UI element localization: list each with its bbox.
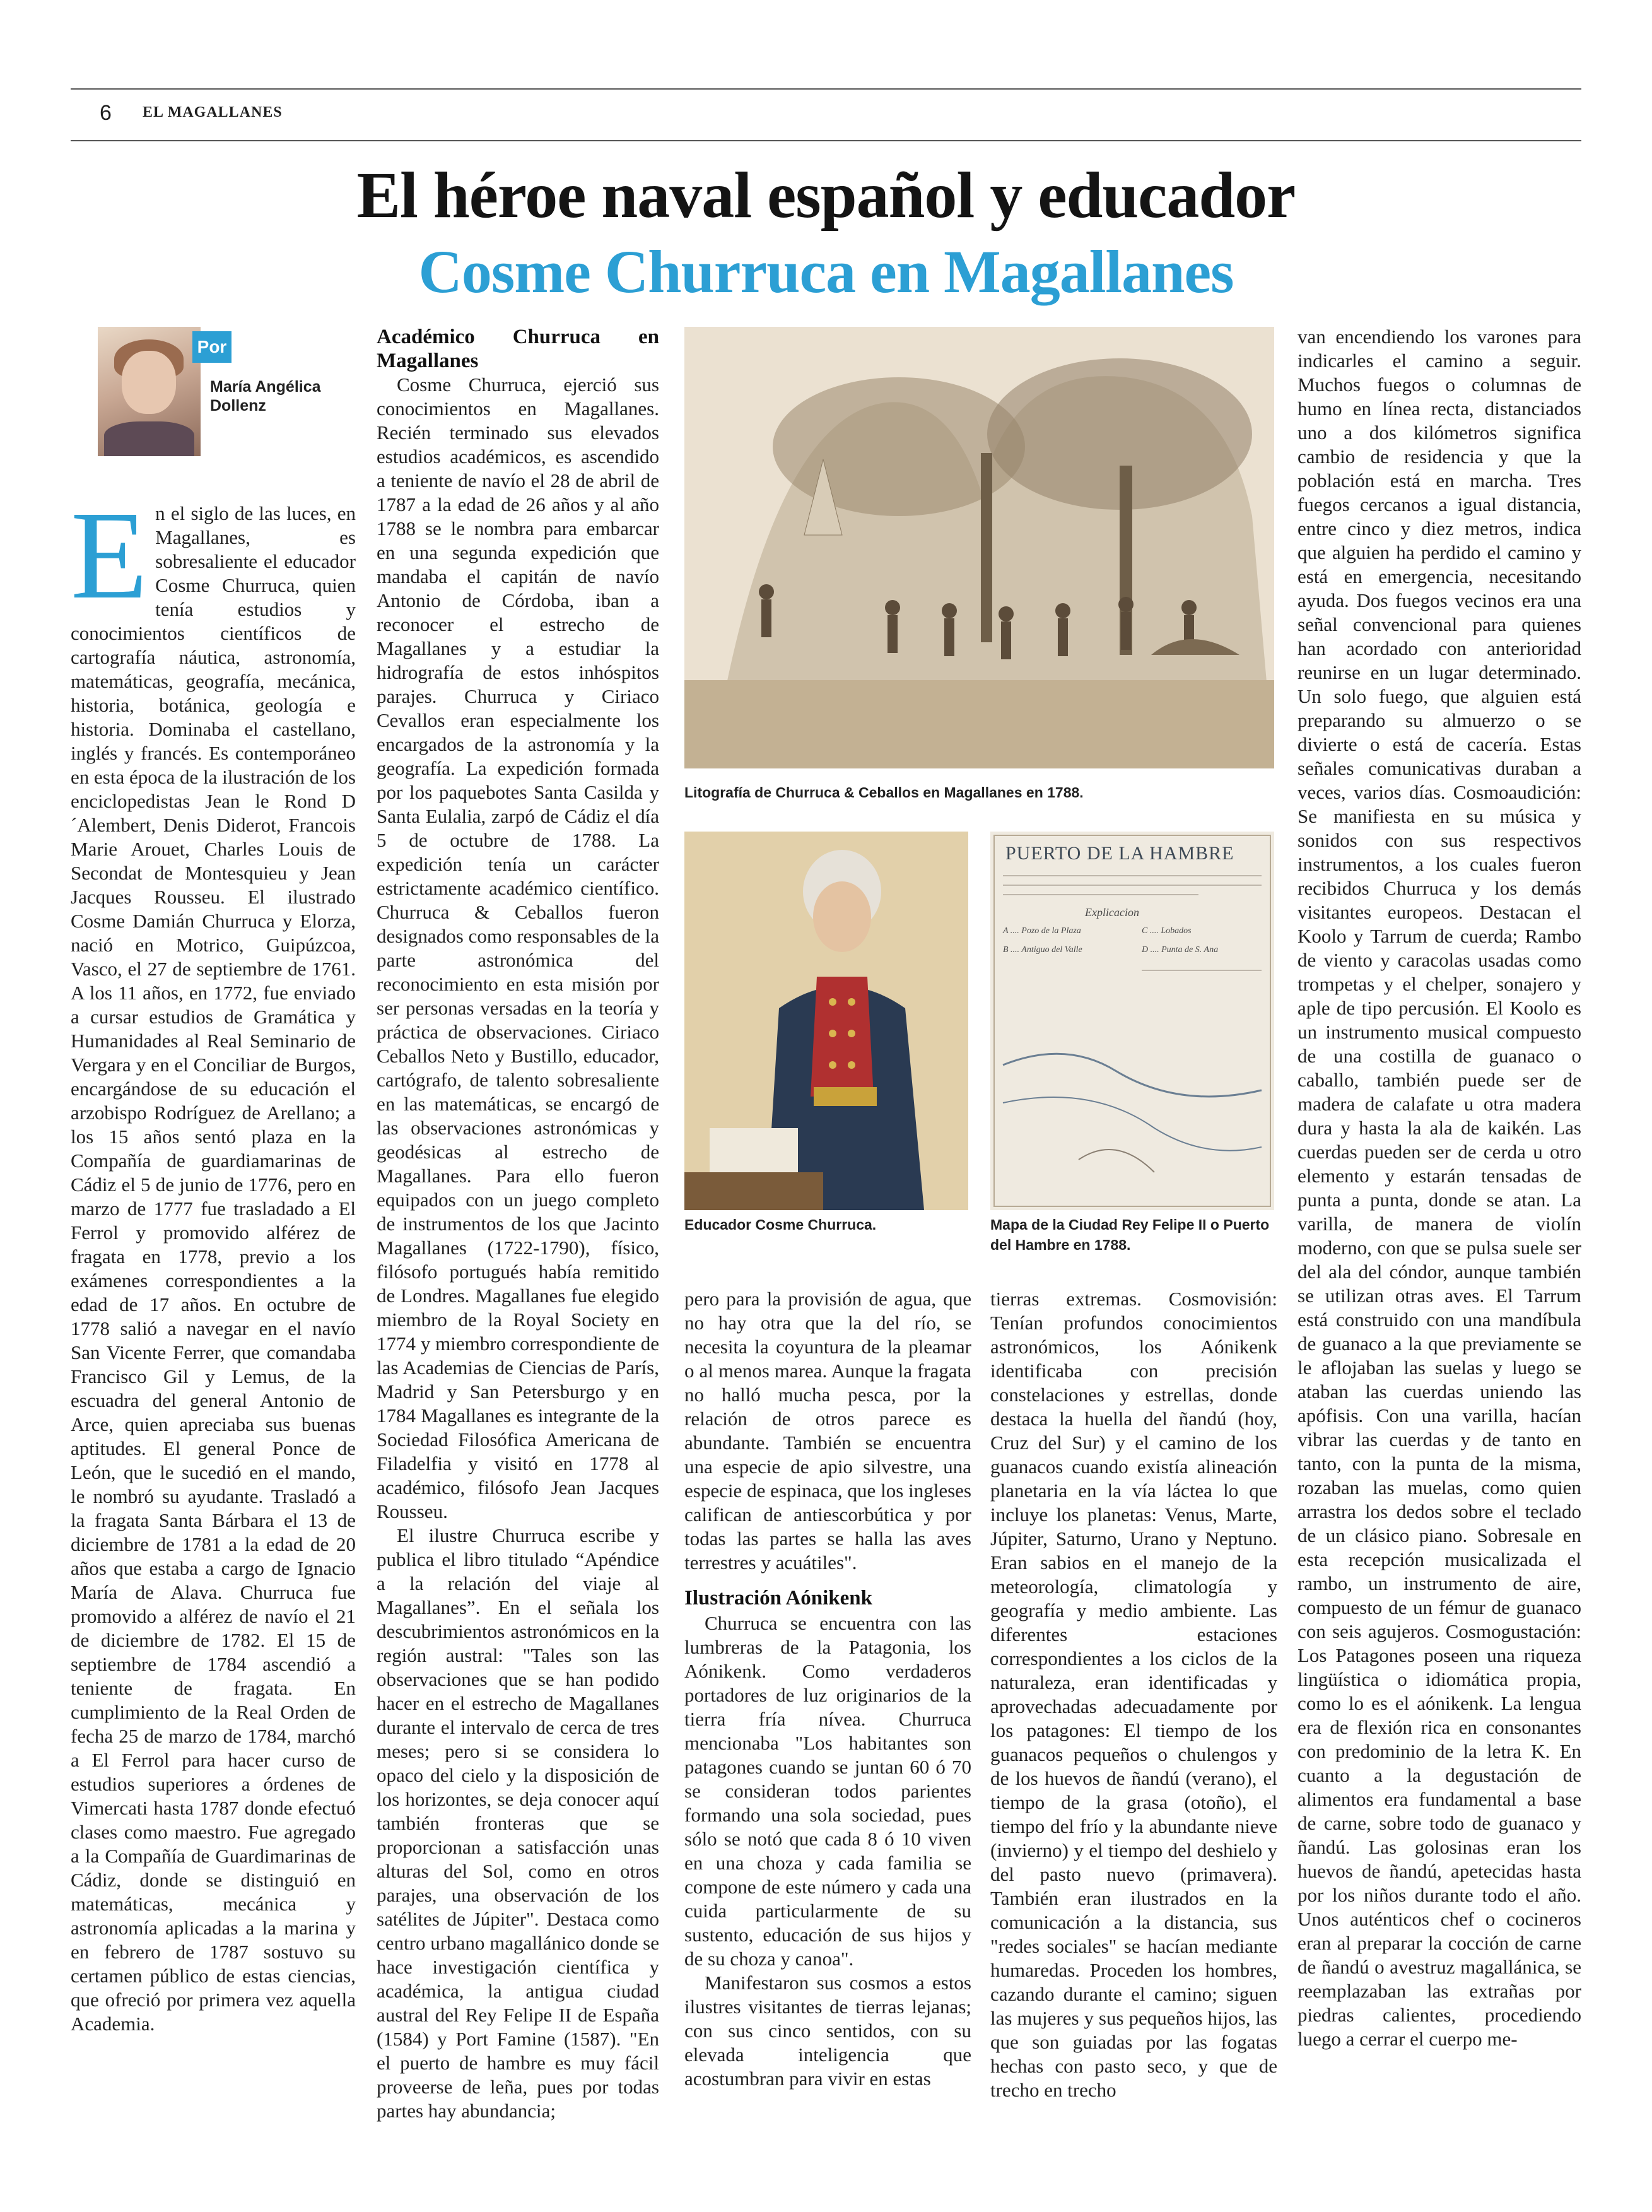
publication-name: EL MAGALLANES bbox=[143, 104, 283, 121]
column-5-text: van encendiendo los varones para indicarles el camino a seguir. Muchos fuegos o columnas de humo en línea recta, distanciados uno a dos kilómetros significa cambio de residencia y que la población está en marcha. Tres fuegos cercanos a igual distancia, entre cinco y diez metros, indica que alguien ha perdido el camino y está en emergencia, necesitando ayuda. Dos fuegos vecinos era una señal convencional para quienes han acordado con anterioridad reunirse en un lugar determinado. Un solo fuego, que alguien está preparando su almuerzo o se divierte o está de cacería. Estas señales comunicativas duraban a veces, varios días. Cosmoaudición: Se manifiesta en su música y sonidos con sus respectivos instrumentos, a los cuales fueron recibidos Churruca y los demás visitantes europeos. Destacan el Koolo y Tarrum de cuerda; Rambo de viento y caracolas usadas como trompetas y el chelper, sonajero y aple de tipo percusión. El Koolo es un instrumento musical compuesto de una costilla de guanaco o caballo, también puede ser de madera de calafate u otra madera dura y hasta la ala de kaikén. Las cuerdas pueden ser de cerda u otro elemento y estarán tensadas de punta a punta, donde se atan. La varilla, de manera de violín moderno, con que se pulsa suele ser del ala del cóndor, aunque también se utilizan otras aves. El Tarrum está construido con una mandíbula de guanaco a la que previamente se le aflojaban las suelas y luego se ataban las cuerdas uniendo las apófisis. Con una varilla, hacían vibrar las cuerdas y de tanto en tanto, con la punta de la misma, rozaban las muelas, como quien arrastra los dedos sobre el teclado de un clásico piano. Sobresale en esta recepción musicalizada el rambo, un instrumento de aire, compuesto de un fémur de guanaco con seis agujeros. Cosmogustación: Los Patagones poseen una riqueza lingüística o idiomática propia, como lo es el aónikenk. La lengua era de flexión rica en consonantes con predominio de la letra K. En cuanto a la degustación de alimentos era fundamental a base de carne, sobre todo de guanaco y ñandú. Las golosinas eran los huevos de ñandú, apetecidas hasta por los niños durante todo el año. Unos auténticos chef o cocineros eran al preparar la cocción de carne de ñandú o avestruz magallánica, se reemplazaban las extrañas por piedras calientes, procediendo luego a cerrar el cuerpo me- bbox=[1298, 326, 1581, 2050]
map-legend-heading: Explicacion bbox=[1085, 906, 1139, 919]
column-3-paragraph-1: pero para la provisión de agua, que no hay otra que la del río, se necesita la coyuntura de la pleamar o al menos marea. Aunque la fragata no halló mucha pesca, por la relación de otros parece es abundante. También se encuentra una especie de apio silvestre, una especie de espinaca, que los ingleses califican de antiescorbútica y por todas las partes se halla las aves terrestres y acuátiles". bbox=[684, 1288, 971, 1574]
subhead-academico: Académico Churruca en Magallanes bbox=[377, 326, 659, 372]
portrait-image bbox=[684, 832, 968, 1210]
map-legend-c: C .... Lobados bbox=[1142, 926, 1192, 936]
lithograph-illustration bbox=[684, 327, 1274, 768]
headline-main: El héroe naval español y educador bbox=[356, 159, 1296, 232]
column-3-paragraph-2: Churruca se encuentra con las lumbreras de la Patagonia, los Aónikenk. Como verdaderos portadores de luz originarios de la tierra fría nívea. Churruca mencionaba "Los habitantes son patagones cuando se juntan 60 ó 70 se consideran todos parientes formando una sola sociedad, pues sólo se notó que cada 8 ó 10 viven en una choza y cada familia se compone de este número y cada una cuida particularmente de su sustento, educación de sus hijos y de su choza y canoa". bbox=[684, 1612, 971, 1970]
column-1-text: n el siglo de las luces, en Magallanes, es sobresaliente el educador Cosme Churruca, quien tenía estudios y conocimientos científicos de cartografía náutica, astronomía, matemáticas, geografía, mecánica, historia, botánica, geología e historia. Dominaba el castellano, inglés y francés. Es contemporáneo en esta época de la ilustración de los enciclopedistas Jean le Rond D´Alembert, Denis Diderot, Francois Marie Arouet, Charles Louis de Secondat de Montesquieu y Jean Jacques Rousseu. El ilustrado Cosme Damián Churruca y Elorza, nació en Motrico, Guipúzcoa, Vasco, el 27 de septiembre de 1761. A los 11 años, en 1772, fue enviado a cursar estudios de Gramática y Humanidades al Real Seminario de Vergara y en el Conciliar de Burgos, encargándose de su educación el arzobispo Rodríguez de Arellano; a los 15 años sentó plaza en la Compañía de guardiamarinas de Cádiz el 5 de junio de 1776, pero en marzo de 1777 fue trasladado a El Ferrol y promovido alférez de fragata en 1778, previo a los exámenes correspondientes a la edad de 17 años. En octubre de 1778 salió a navegar en el navío San Vicente Ferrer, que comandaba Francisco Gil y Lemus, de la escuadra del general Antonio de Arce, quien apreciaba sus buenas aptitudes. El general Ponce de León, que le sucedió en el mando, le nombró su ayudante. Trasladó a la fragata Santa Bárbara el 13 de diciembre de 1781 a la edad de 20 años que estaba a cargo de Ignacio María de Alava. Churruca fue promovido a alférez de navío el 21 de diciembre de 1782. El 15 de septiembre de 1784 ascendió a teniente de fragata. En cumplimiento de la Real Orden de fecha 25 de marzo de 1784, marchó a El Ferrol para hacer curso de estudios superiores a órdenes de Vimercati hasta 1787 donde efectuó clases como maestro. Fue agregado a la Compañía de Guardimarinas de Cádiz, donde se distinguió en matemáticas, mecánica y astronomía aplicadas a la marina y en febrero de 1787 sostuvo su certamen público de estas ciencias, que ofreció por primera vez aquella Academia. bbox=[71, 502, 356, 2035]
caption-portrait: Educador Cosme Churruca. bbox=[684, 1216, 877, 1233]
map-image bbox=[990, 832, 1274, 1210]
article-column-3 bbox=[684, 1287, 971, 2129]
article-column-4 bbox=[990, 1287, 1277, 2129]
map-legend-b: B .... Antiguo del Valle bbox=[1003, 945, 1082, 955]
column-3-paragraph-3: Manifestaron sus cosmos a estos ilustres visitantes de tierras lejanas; con sus cinco sentidos, con su elevada inteligencia que acostumbran para vivir en estas bbox=[684, 1972, 971, 2090]
caption-lithograph: Litografía de Churruca & Ceballos en Magallanes en 1788. bbox=[684, 784, 1084, 801]
portrait-illustration bbox=[684, 832, 968, 1210]
author-name: María Angélica Dollenz bbox=[210, 378, 321, 415]
column-4-text: tierras extremas. Cosmovisión: Tenían profundos conocimientos astronómicos, los Aónikenk identificaba con precisión constelaciones y estrellas, donde destaca la huella del ñandú (hoy, Cruz del Sur) y el camino de los guanacos cuando existía alineación planetaria en la vía láctea lo que incluye los planetas: Venus, Marte, Júpiter, Saturno, Urano y Neptuno. Eran sabios en el manejo de la meteorología, climatología y geografía y medio ambiente. Las diferentes estaciones correspondientes a los ciclos de la naturaleza, eran identificadas y aprovechadas adecuadamente por los patagones: El tiempo de los guanacos pequeños o chulengos y de los huevos de ñandú (verano), el tiempo de la grasa (otoño), el tiempo del frío y la abundante nieve (invierno) y el tiempo del deshielo y del pasto nuevo (primavera). También eran ilustrados en la comunicación a la distancia, sus "redes sociales" se hacían mediante humaredas. Proceden los hombres, cazando durante el camino; siguen las mujeres y sus pequeños hijos, las que son guiadas por las fogatas hechas con pasto seco, y que de trecho en trecho bbox=[990, 1288, 1277, 2101]
map-title: PUERTO DE LA HAMBRE bbox=[1005, 843, 1234, 864]
article-column-1 bbox=[71, 502, 356, 2129]
header-rule bbox=[71, 140, 1581, 141]
drop-cap: E bbox=[71, 502, 148, 625]
headline-secondary: Cosme Churruca en Magallanes bbox=[418, 238, 1234, 305]
subhead-aonikenk: Ilustración Aónikenk bbox=[684, 1587, 872, 1609]
map-illustration bbox=[990, 832, 1274, 1210]
page-number: 6 bbox=[100, 101, 112, 125]
map-legend-d: D .... Punta de S. Ana bbox=[1142, 945, 1219, 955]
column-2-paragraph-2: El ilustre Churruca escribe y publica el libro titulado “Apéndice a la relación del viaje al Magallanes”. En el señala los descubrimientos astronómicos en la región austral: "Tales son las observaciones que se han podido hacer en el estrecho de Magallanes durante el intervalo de cerca de tres meses; pero si se considera lo opaco del cielo y la disposición de los horizontes, se deja conocer aquí también fronteras que se proporcionan a satisfacción unas alturas del Sol, como en otros parajes, una observación de los satélites de Júpiter". Destaca como centro urbano magallánico donde se hace investigación científica y académica, la antigua ciudad austral del Rey Felipe II de España (1584) y Port Famine (1587). "En el puerto de hambre es muy fácil proveerse de leña, pues por todas partes hay abundancia; bbox=[377, 1524, 659, 2122]
article-column-5 bbox=[1298, 325, 1581, 2129]
article-column-2 bbox=[377, 325, 659, 2129]
lithograph-image bbox=[684, 327, 1274, 768]
column-2-paragraph-1: Cosme Churruca, ejerció sus conocimientos en Magallanes. Recién terminado sus elevados estudios académicos, es ascendido a teniente de navío el 28 de abril de 1787 a la edad de 26 años y al año 1788 se le nombra para embarcar en una segunda expedición que mandaba el capitán de navío Antonio de Córdoba, iban a reconocer el estrecho de Magallanes y a estudiar la hidrografía de estos inhóspitos parajes. Churruca y Ciriaco Cevallos eran especialmente los encargados de la astronomía y la geografía. La expedición formada por los paquebotes Santa Casilda y Santa Eulalia, zarpó de Cádiz el día 5 de octubre de 1788. La expedición tenía un carácter estrictamente académico científico. Churruca & Ceballos fueron designados como responsables de la parte astronómica del reconocimiento en esta misión por ser personas versadas en la teoría y práctica de observaciones. Ciriaco Ceballos Neto y Bustillo, educador, cartógrafo, de talento sobresaliente en las matemáticas, se encargó de las observaciones astronómicas y geodésicas al estrecho de Magallanes. Para ello fueron equipados con un juego completo de instrumentos de los que Jacinto Magallanes (1722-1790), físico, filósofo portugués había remitido de Londres. Magallanes fue elegido miembro de la Royal Society en 1774 y miembro correspondiente de las Academias de Ciencias de París, Madrid y San Petersburgo y en 1784 Magallanes es integrante de la Sociedad Filosófica Americana de Filadelfia y visitó en 1778 al académico, filósofo Jean Jacques Rousseu. bbox=[377, 374, 659, 1522]
caption-map: Mapa de la Ciudad Rey Felipe II o Puerto del Hambre en 1788. bbox=[990, 1216, 1270, 1253]
author-photo bbox=[98, 327, 201, 456]
map-legend-a: A .... Pozo de la Plaza bbox=[1003, 926, 1081, 936]
byline-label: Por bbox=[192, 331, 231, 363]
top-rule bbox=[71, 88, 1581, 90]
